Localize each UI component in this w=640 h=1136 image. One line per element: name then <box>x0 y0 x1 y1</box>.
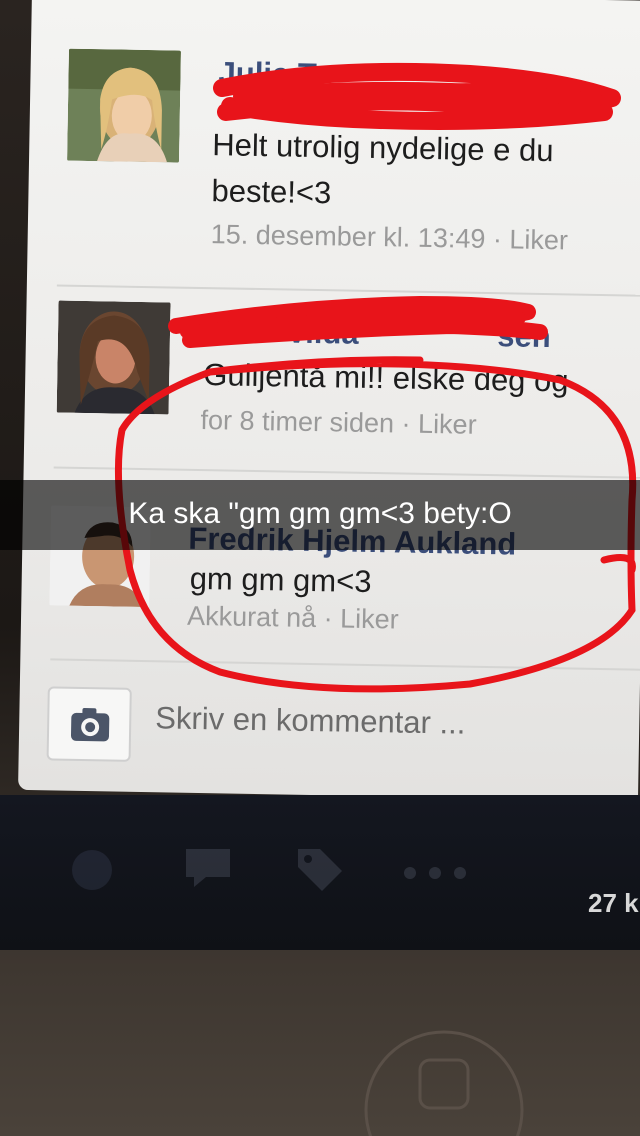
comment-meta <box>200 405 477 441</box>
divider <box>54 466 640 478</box>
comment-meta <box>210 219 568 256</box>
comment-text: Gulljentå mi!! elske deg og <box>203 357 569 399</box>
home-button[interactable] <box>354 1000 534 1136</box>
camera-button[interactable] <box>47 686 132 761</box>
meta-separator: · <box>492 224 510 255</box>
comment-icon[interactable] <box>182 845 234 891</box>
globe-icon[interactable] <box>64 845 120 895</box>
meta-separator: · <box>323 603 341 634</box>
more-icon[interactable] <box>400 865 470 881</box>
comment-author-name[interactable]: Julie T <box>218 55 318 92</box>
comment-input[interactable]: Skriv en kommentar ... <box>155 700 466 741</box>
author-name-tail[interactable]: sen <box>497 318 552 355</box>
comment-text-line2: beste!<3 <box>211 173 332 211</box>
toolbar-count: 27 k <box>588 888 639 918</box>
meta-separator: · <box>401 408 419 439</box>
caption-bar <box>0 480 640 550</box>
comment-composer <box>18 680 639 781</box>
divider <box>50 658 640 670</box>
comment-timestamp: Akkurat nå <box>186 600 317 634</box>
like-link[interactable]: Liker <box>339 603 399 635</box>
like-link[interactable]: Liker <box>509 224 569 256</box>
comment-text: gm gm gm<3 <box>189 560 372 600</box>
comment-text: Helt utrolig nydelige e du <box>212 127 554 169</box>
comment-meta <box>187 601 399 636</box>
comment-1 <box>32 0 640 256</box>
comment-timestamp: 15. desember kl. 13:49 <box>210 219 486 254</box>
comment-timestamp: for 8 timer siden <box>200 405 395 439</box>
comment-author-name[interactable] <box>288 315 551 356</box>
avatar-comment-1[interactable] <box>67 49 181 163</box>
avatar-comment-2[interactable] <box>57 301 171 415</box>
like-link[interactable]: Liker <box>417 408 477 440</box>
caption-text: Ka ska "gm gm gm<3 bety:O <box>128 497 512 530</box>
tag-icon[interactable] <box>292 843 346 895</box>
phone-screen <box>18 0 640 801</box>
author-name-part[interactable]: vildа <box>287 314 360 351</box>
camera-icon <box>49 688 130 759</box>
divider <box>57 284 640 296</box>
bottom-toolbar <box>0 795 640 950</box>
